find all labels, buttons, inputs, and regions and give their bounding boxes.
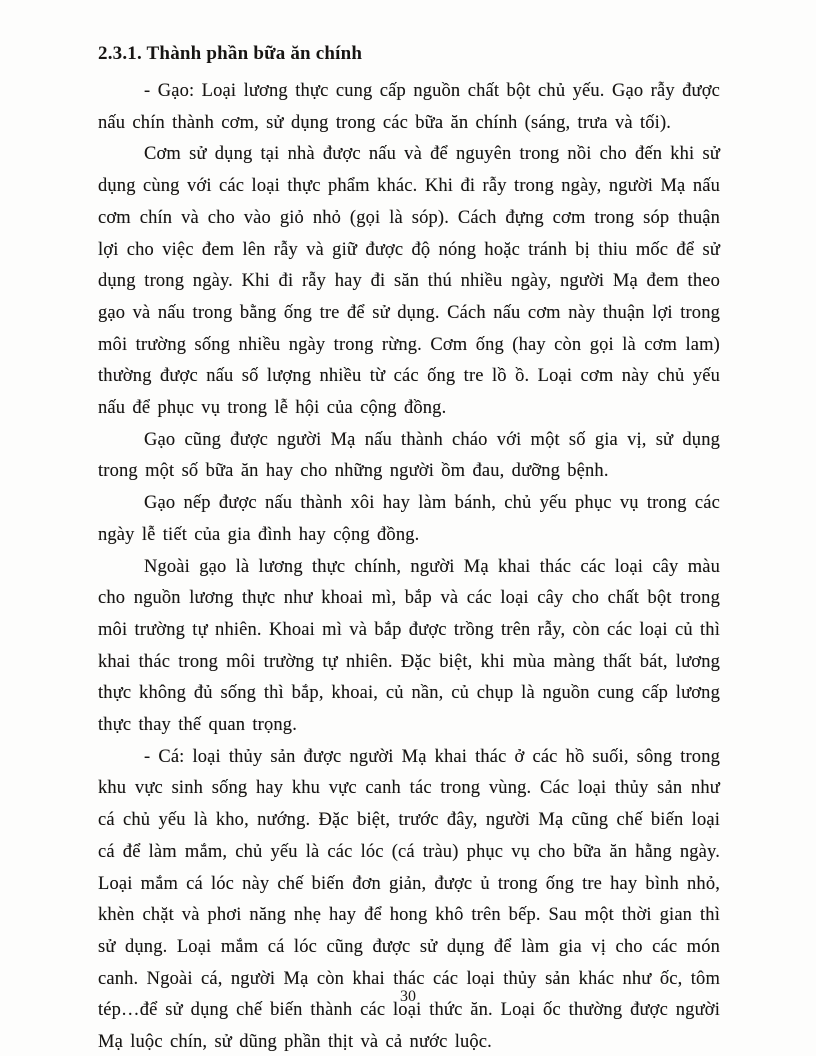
paragraph-rice: - Gạo: Loại lương thực cung cấp nguồn chất bột chủ yếu. Gạo rẫy được nấu chín thành cơm, sử dụng trong các bữa ăn chính (sáng, trưa và tối). <box>98 81 720 133</box>
paragraph-rice-porridge: Gạo cũng được người Mạ nấu thành cháo với một số gia vị, sử dụng trong một số bữa ăn hay cho những người ồm đau, dưỡng bệnh. <box>98 429 720 482</box>
page-number: 30 <box>400 988 416 1005</box>
text-block <box>98 42 720 1056</box>
section-heading: 2.3.1. Thành phần bữa ăn chính <box>98 43 363 64</box>
paragraph-fish: - Cá: loại thủy sản được người Mạ khai thác ở các hồ suối, sông trong khu vực sinh sống hay khu vực canh tác trong vùng. Các loại thủy sản như cá chủ yếu là kho, nướng. Đặc biệt, trước đây, người Mạ cũng chế biến loại cá để làm mắm, chủ yếu là các lóc (cá tràu) phục vụ cho bữa ăn hằng ngày. Loại mắm cá lóc này chế biến đơn giản, được ủ trong ống tre hay bình nhỏ, khèn chặt và phơi năng nhẹ hay để hong khô trên bếp. Sau một thời gian thì sử dụng. Loại mắm cá lóc cũng được sử dụng để làm gia vị cho các món canh. Ngoài cá, người Mạ còn khai thác các loại thủy sản khác như ốc, tôm tép…để sử dụng chế biến thành các loại thức ăn. Loại ốc thường được người Mạ luộc chín, sử dũng phần thịt và cả nước luộc. <box>98 746 720 1053</box>
paragraph-cooked-rice-usage: Cơm sử dụng tại nhà được nấu và để nguyên trong nồi cho đến khi sử dụng cùng với các loại thực phẩm khác. Khi đi rẫy trong ngày, người Mạ nấu cơm chín và cho vào giỏ nhỏ (gọi là sóp). Cách đựng cơm trong sóp thuận lợi cho việc đem lên rẫy và giữ được độ nóng hoặc tránh bị thiu mốc để sử dụng trong ngày. Khi đi rẫy hay đi săn thú nhiều ngày, người Mạ đem theo gạo và nấu trong bằng ống tre để sử dụng. Cách nấu cơm này thuận lợi trong môi trường sống nhiều ngày trong rừng. Cơm ống (hay còn gọi là cơm lam) thường được nấu số lượng nhiều từ các ống tre lồ ồ. Loại cơm này chủ yếu nấu để phục vụ trong lễ hội của cộng đồng. <box>98 144 720 419</box>
paragraph-sticky-rice: Gạo nếp được nấu thành xôi hay làm bánh, chủ yếu phục vụ trong các ngày lễ tiết của gia đình hay cộng đồng. <box>98 493 720 545</box>
paragraph-other-crops: Ngoài gạo là lương thực chính, người Mạ khai thác các loại cây màu cho nguồn lương thực như khoai mì, bắp và các loại cây cho chất bột trong môi trường tự nhiên. Khoai mì và bắp được trồng trên rẫy, còn các loại củ thì khai thác trong môi trường tự nhiên. Đặc biệt, khi mùa màng thất bát, lương thực không đủ sống thì bắp, khoai, củ nần, củ chụp là nguồn cung cấp lương thực thay thế quan trọng. <box>98 556 720 736</box>
